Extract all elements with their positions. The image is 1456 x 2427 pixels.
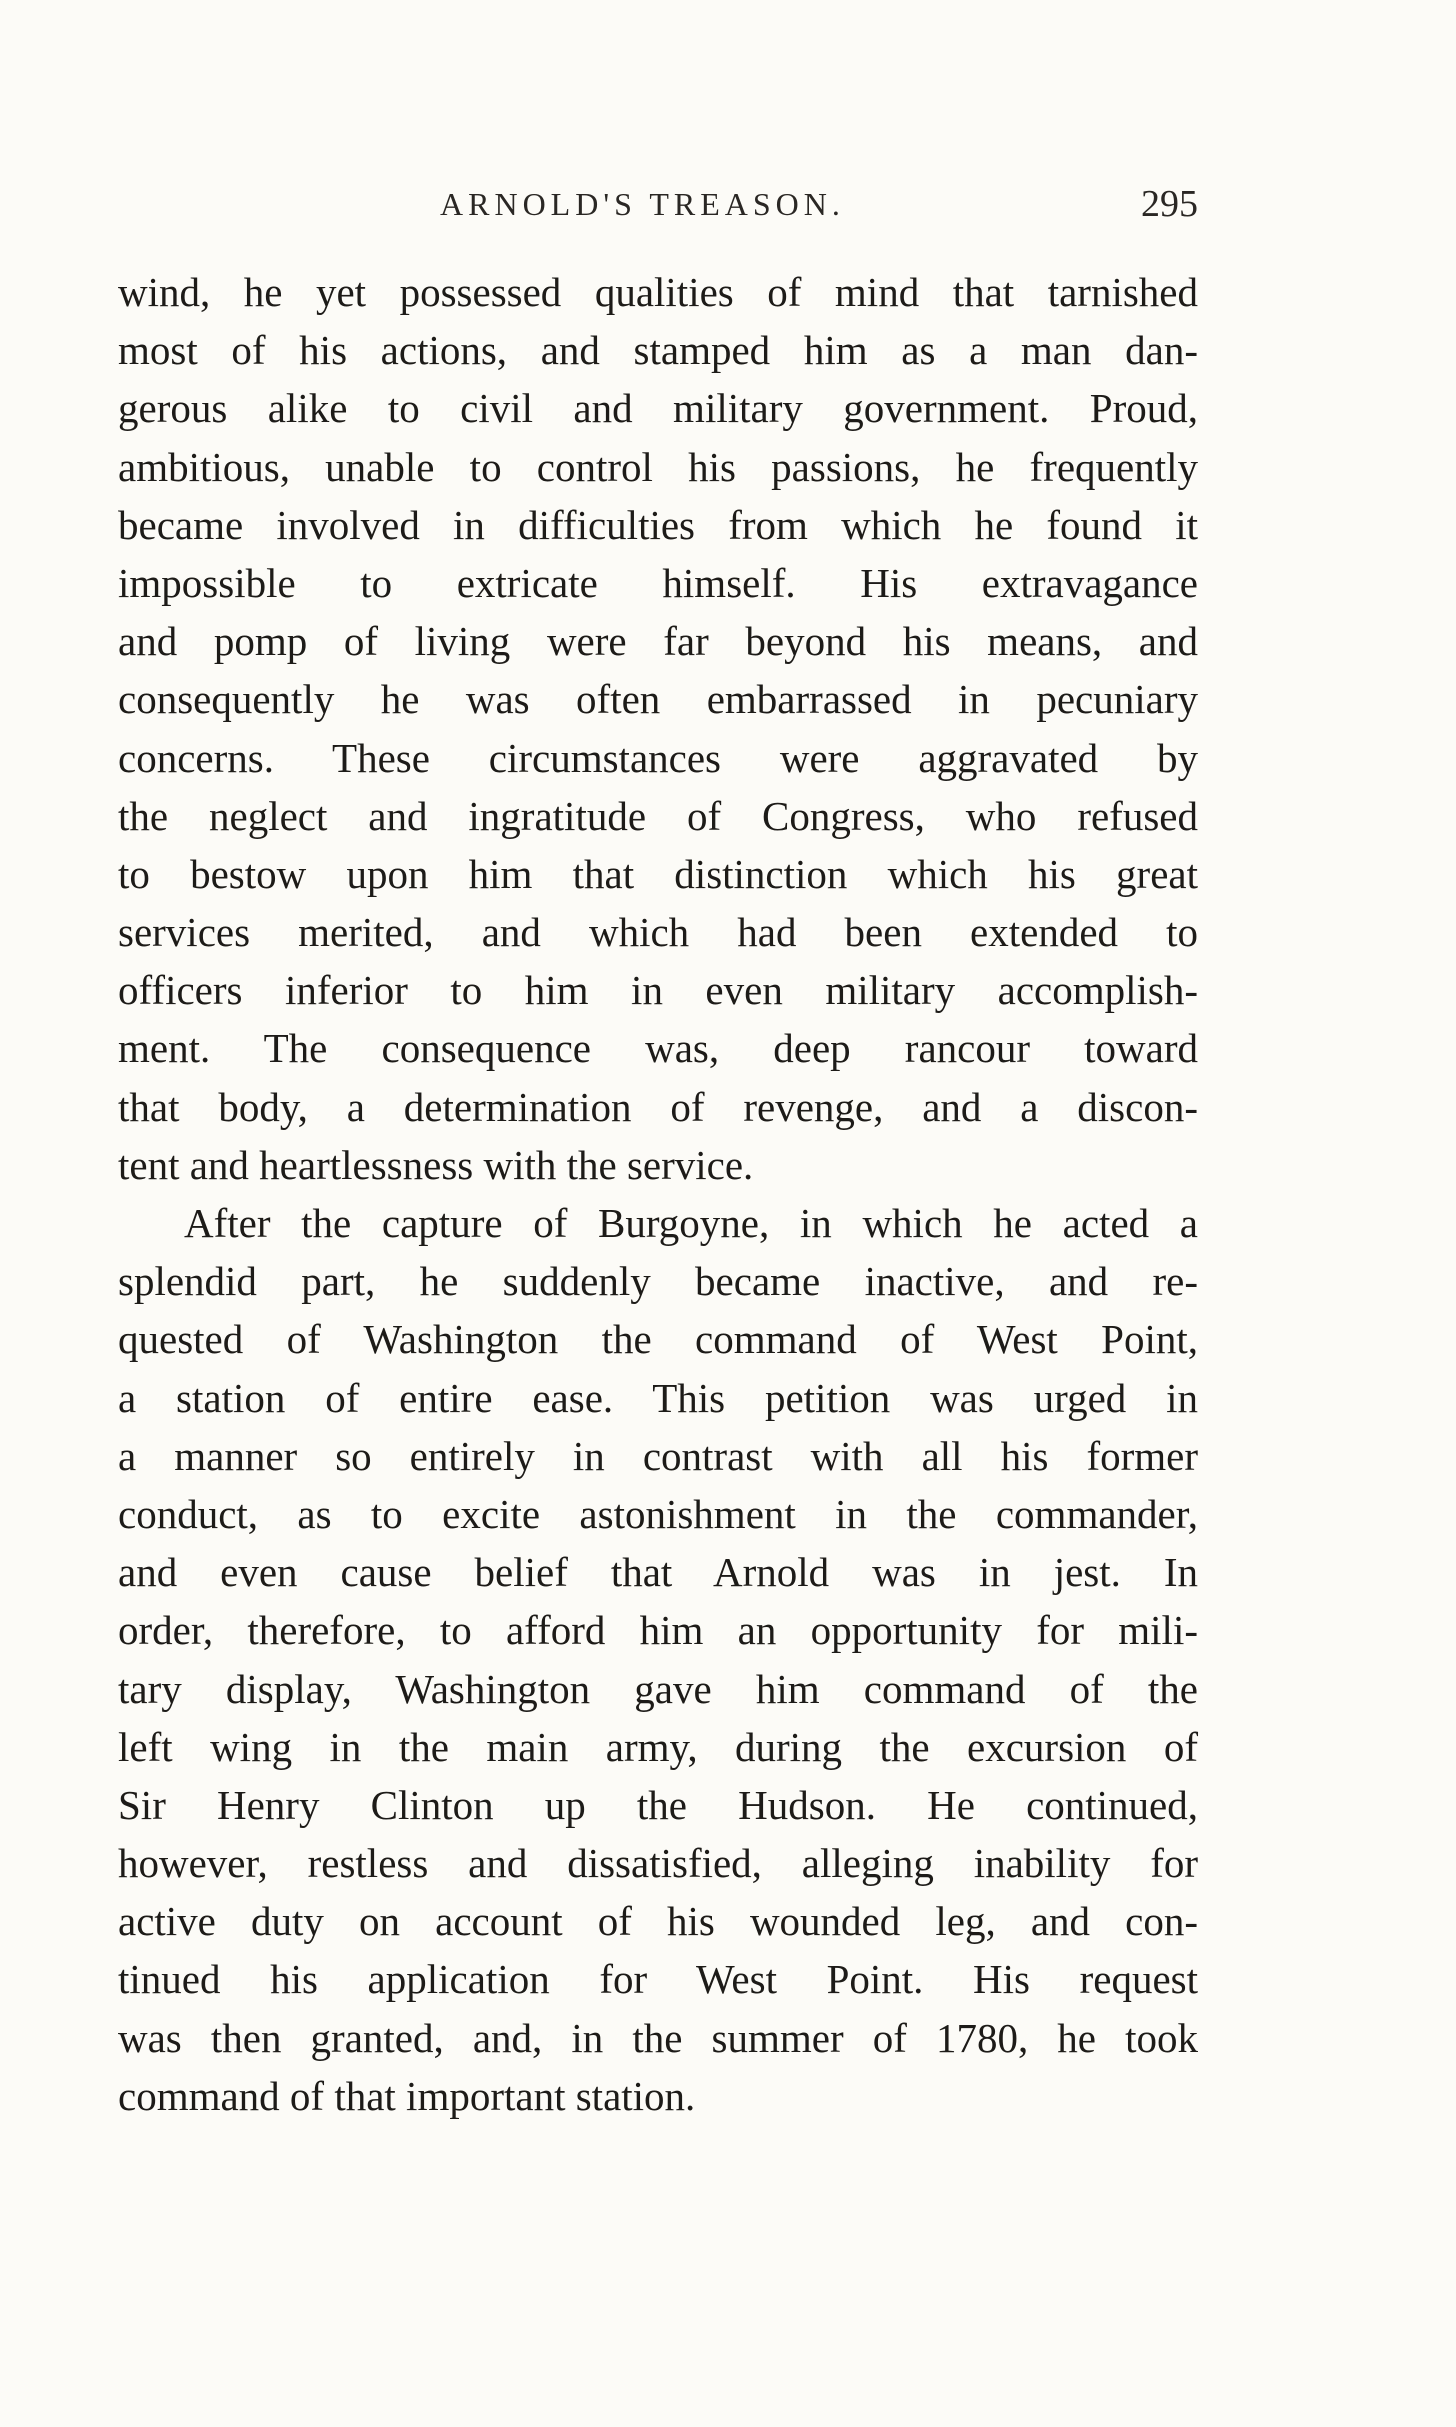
text-line: gerous alike to civil and military government. Proud,: [118, 385, 1198, 432]
text-line: conduct, as to excite astonishment in the commander,: [118, 1490, 1198, 1537]
text-line: consequently he was often embarrassed in pecuniary: [118, 676, 1198, 723]
running-title: ARNOLD'S TREASON.: [440, 186, 845, 222]
paragraph-1: [118, 263, 1198, 1194]
text-line: to bestow upon him that distinction which his great: [118, 850, 1198, 897]
text-line: tinued his application for West Point. His request: [118, 1956, 1198, 2003]
text-line: After the capture of Burgoyne, in which he acted a: [184, 1200, 1198, 1246]
text-line: ment. The consequence was, deep rancour toward: [118, 1025, 1198, 1072]
text-line: became involved in difficulties from which he found it: [118, 501, 1198, 548]
running-head: [118, 183, 1198, 238]
text-line: order, therefore, to afford him an opportunity for mili-: [118, 1607, 1198, 1654]
paragraph-2: [118, 1194, 1198, 2125]
text-line: command of that important station.: [118, 2072, 696, 2119]
text-line: the neglect and ingratitude of Congress, who refused: [118, 792, 1198, 839]
text-line: Sir Henry Clinton up the Hudson. He continued,: [118, 1781, 1198, 1828]
text-line: tent and heartlessness with the service.: [118, 1141, 754, 1188]
text-line: quested of Washington the command of West Point,: [118, 1316, 1198, 1363]
text-line: splendid part, he suddenly became inactive, and re-: [118, 1258, 1198, 1305]
page-number: 295: [1141, 183, 1198, 225]
text-line: and pomp of living were far beyond his means, and: [118, 618, 1198, 665]
text-line: and even cause belief that Arnold was in jest. In: [118, 1549, 1198, 1596]
text-line: concerns. These circumstances were aggravated by: [118, 734, 1198, 781]
text-line: that body, a determination of revenge, and a discon-: [118, 1083, 1198, 1130]
text-line: services merited, and which had been extended to: [118, 909, 1198, 956]
text-line: active duty on account of his wounded leg, and con-: [118, 1898, 1198, 1945]
text-line: wind, he yet possessed qualities of mind that tarnished: [118, 269, 1198, 315]
text-line: impossible to extricate himself. His extravagance: [118, 559, 1198, 606]
text-line: most of his actions, and stamped him as a man dan-: [118, 327, 1198, 374]
text-line: ambitious, unable to control his passions, he frequently: [118, 443, 1198, 490]
text-line: however, restless and dissatisfied, alleging inability for: [118, 1840, 1198, 1887]
text-line: was then granted, and, in the summer of 1780, he took: [118, 2014, 1198, 2061]
text-line: a manner so entirely in contrast with all his former: [118, 1432, 1198, 1479]
text-line: officers inferior to him in even military accomplish-: [118, 967, 1198, 1014]
body-text: [118, 263, 1198, 2125]
text-line: left wing in the main army, during the excursion of: [118, 1723, 1198, 1770]
text-line: a station of entire ease. This petition was urged in: [118, 1374, 1198, 1421]
text-line: tary display, Washington gave him command of the: [118, 1665, 1198, 1712]
